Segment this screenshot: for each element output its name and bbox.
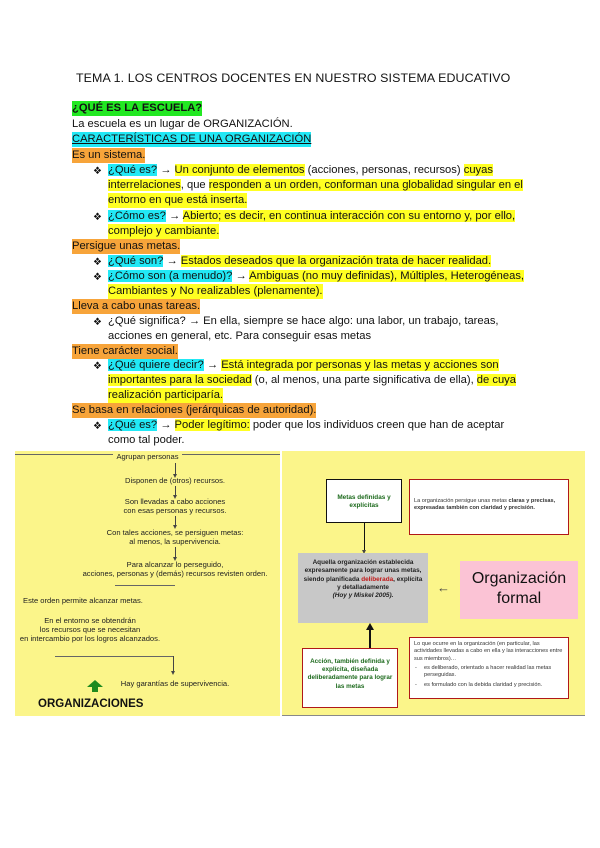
step-3a: Son llevadas a cabo acciones bbox=[124, 497, 226, 506]
bullet-1-1-line-2: interrelaciones, que responden a un orden, conforman una globalidad singular en el bbox=[108, 179, 523, 191]
formal-title-line-1: Organización bbox=[471, 570, 567, 587]
bullet-icon: ❖ bbox=[93, 361, 102, 372]
section-label-3: Lleva a cabo unas tareas. bbox=[72, 299, 200, 314]
step-8: Hay garantías de supervivencia. bbox=[120, 679, 230, 688]
bullet-icon: ❖ bbox=[93, 421, 102, 432]
bullet-1-1-line-1: ¿Qué es? → Un conjunto de elementos (acciones, personas, recursos) cuyas bbox=[108, 164, 493, 176]
definition-box: Aquella organización establecida expresamente para lograr unas metas, siendo planificada deliberada, explícita y detalladamente (Hoy y Miskel 2005). bbox=[298, 553, 428, 623]
bullet-1-2-line-2: complejo y cambiante. bbox=[108, 224, 219, 239]
bullet-2-1: ¿Qué son? → Estados deseados que la organización trata de hacer realidad. bbox=[108, 255, 492, 267]
left-arrow-icon: ← bbox=[437, 580, 450, 595]
section-label-5: Se basa en relaciones (jerárquicas de autoridad). bbox=[72, 403, 316, 418]
subheading: CARACTERÍSTICAS DE UNA ORGANIZACIÓN bbox=[72, 132, 311, 147]
accion-box: Acción, también definida y explícita, diseñada deliberadamente para lograr las metas bbox=[302, 648, 398, 708]
step-7a: En el entorno se obtendrán bbox=[44, 616, 136, 625]
page-title: TEMA 1. LOS CENTROS DOCENTES EN NUESTRO SISTEMA EDUCATIVO bbox=[76, 71, 511, 85]
bullet-4-1-line-3: realización participaría. bbox=[108, 388, 223, 403]
bullet-icon: ❖ bbox=[93, 257, 102, 268]
metas-description-box: La organización persigue unas metas claras y precisas, expresadas también con claridad y precisión. bbox=[409, 479, 569, 535]
step-7b: los recursos que se necesitan bbox=[39, 625, 141, 634]
bullet-2-2-line-2: Cambiantes y No realizables (plenamente). bbox=[108, 284, 323, 299]
intro-text: La escuela es un lugar de ORGANIZACIÓN. bbox=[72, 118, 293, 130]
organizaciones-label: ORGANIZACIONES bbox=[38, 698, 144, 710]
step-3b: con esas personas y recursos. bbox=[123, 506, 227, 515]
step-2: Disponen de (otros) recursos. bbox=[124, 476, 226, 485]
organizacion-formal-diagram bbox=[282, 451, 585, 716]
accion-description-box: Lo que ocurre en la organización (en particular, las actividades llevadas a cabo en ella y las interacciones entre sus miembros)… - es deliberado, orientado a hacer realidad las metas perseguidas. - es formulado con la debida claridad y precisión. bbox=[409, 637, 569, 699]
step-4b: al menos, la supervivencia. bbox=[129, 537, 221, 546]
bullet-5-1-line-1: ¿Qué es? → Poder legítimo: poder que los individuos creen que han de aceptar bbox=[108, 419, 505, 431]
step-1: Agrupan personas bbox=[113, 452, 181, 461]
heading: ¿QUÉ ES LA ESCUELA? bbox=[72, 101, 202, 116]
section-label-2: Persigue unas metas. bbox=[72, 239, 180, 254]
bullet-icon: ❖ bbox=[93, 166, 102, 177]
step-4a: Con tales acciones, se persiguen metas: bbox=[106, 528, 244, 537]
step-6: Este orden permite alcanzar metas. bbox=[23, 596, 143, 605]
section-label-1: Es un sistema. bbox=[72, 148, 145, 163]
bullet-2-2-line-1: ¿Cómo son (a menudo)? → Ambiguas (no muy definidas), Múltiples, Heterogéneas, bbox=[108, 270, 525, 282]
step-5a: Para alcanzar lo perseguido, bbox=[126, 560, 224, 569]
organizaciones-diagram bbox=[15, 451, 280, 716]
bullet-1-2-line-1: ¿Cómo es? → Abierto; es decir, en continua interacción con su entorno y, por ello, bbox=[108, 210, 516, 222]
bullet-4-1-line-2: importantes para la sociedad (o, al menos, una parte significativa de ella), de cuya bbox=[108, 374, 516, 386]
metas-box: Metas definidas y explícitas bbox=[326, 479, 402, 523]
bullet-1-1-line-3: entorno en que está inserta. bbox=[108, 193, 247, 208]
step-7c: en intercambio por los logros alcanzados. bbox=[19, 634, 161, 643]
bullet-icon: ❖ bbox=[93, 272, 102, 283]
formal-title-line-2: formal bbox=[496, 590, 542, 607]
up-arrow-icon bbox=[87, 680, 103, 692]
section-label-4: Tiene carácter social. bbox=[72, 344, 178, 359]
bullet-3-1-line-1: ¿Qué significa? → En ella, siempre se hace algo: una labor, un trabajo, tareas, bbox=[108, 315, 499, 327]
bullet-3-1-line-2: acciones en general, etc. Para conseguir esas metas bbox=[108, 330, 372, 342]
step-5b: acciones, personas y (demás) recursos revisten orden. bbox=[82, 569, 268, 578]
bullet-4-1-line-1: ¿Qué quiere decir? → Está integrada por personas y las metas y acciones son bbox=[108, 359, 499, 371]
bullet-5-1-line-2: como tal poder. bbox=[108, 434, 185, 446]
bullet-icon: ❖ bbox=[93, 317, 102, 328]
bullet-icon: ❖ bbox=[93, 212, 102, 223]
formal-title-box bbox=[460, 561, 578, 619]
